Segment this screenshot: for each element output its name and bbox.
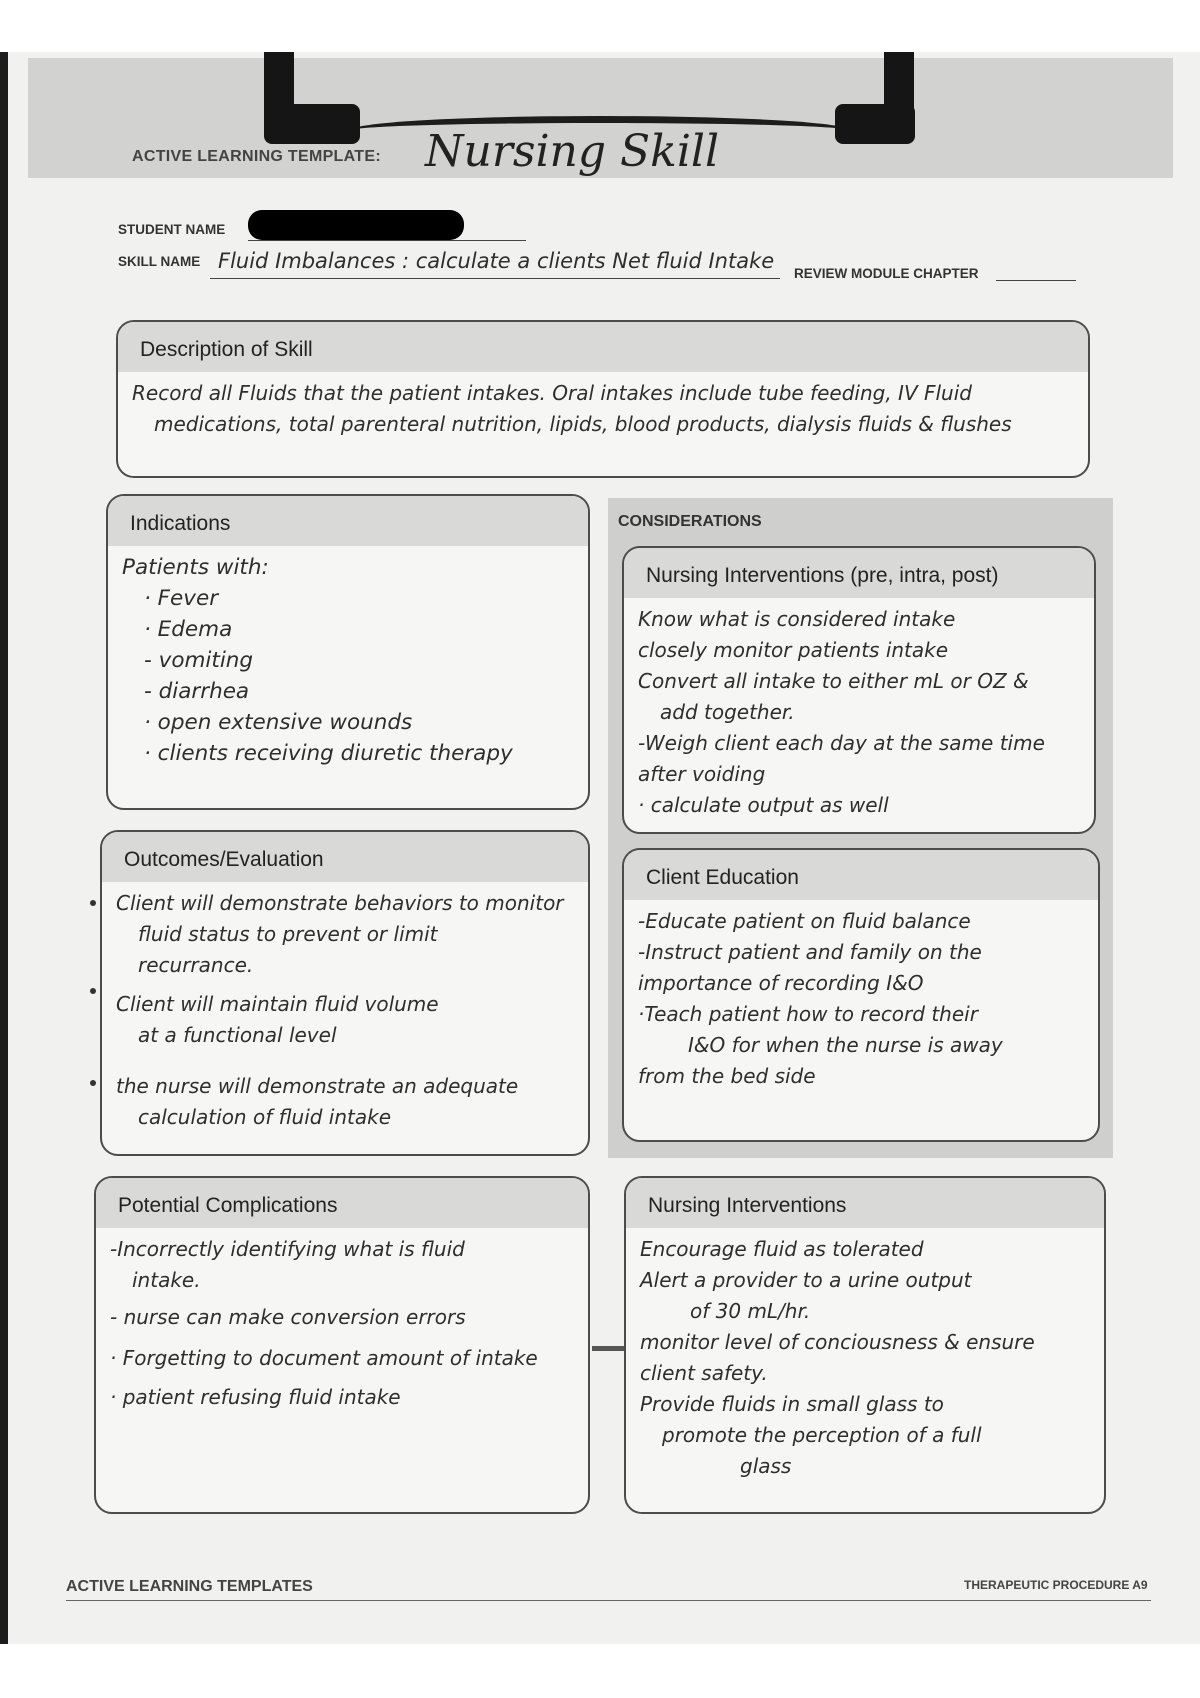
complications-box: [94, 1176, 590, 1514]
interventions-line: promote the perception of a full: [662, 1423, 982, 1447]
indications-box: [106, 494, 590, 810]
photo-background-top: [0, 0, 1200, 52]
interventions-line: glass: [740, 1454, 792, 1478]
complications-line: intake.: [132, 1268, 201, 1292]
description-heading: Description of Skill: [118, 322, 1088, 372]
indications-line: - vomiting: [144, 648, 254, 673]
pre-interventions-line: Know what is considered intake: [638, 607, 956, 631]
indications-line: · clients receiving diuretic therapy: [144, 741, 513, 766]
nursing-interventions-box: [624, 1176, 1106, 1514]
pre-interventions-line: closely monitor patients intake: [638, 638, 949, 662]
description-box: [116, 320, 1090, 478]
complications-line: -Incorrectly identifying what is fluid: [110, 1237, 465, 1261]
nursing-interventions-pre-heading: Nursing Interventions (pre, intra, post): [624, 548, 1094, 598]
bullet-marker: [90, 988, 96, 994]
complications-heading: Potential Complications: [96, 1178, 588, 1228]
considerations-label: CONSIDERATIONS: [618, 513, 762, 530]
interventions-line: Alert a provider to a urine output: [640, 1268, 972, 1292]
box-connector: [592, 1346, 625, 1351]
outcomes-line: Client will maintain fluid volume: [116, 992, 439, 1016]
nursing-interventions-pre-box: [622, 546, 1096, 834]
pre-interventions-line: after voiding: [638, 762, 766, 786]
pre-interventions-line: Convert all intake to either mL or OZ &: [638, 669, 1029, 693]
outcomes-line: fluid status to prevent or limit: [138, 922, 438, 946]
pre-interventions-line: · calculate output as well: [638, 793, 889, 817]
indications-line: · open extensive wounds: [144, 710, 413, 735]
bullet-marker: [90, 1080, 96, 1086]
clipboard-foot-left: [264, 104, 360, 144]
complications-line: - nurse can make conversion errors: [110, 1305, 466, 1329]
interventions-line: monitor level of conciousness & ensure: [640, 1330, 1035, 1354]
interventions-line: Provide fluids in small glass to: [640, 1392, 944, 1416]
interventions-line: Encourage fluid as tolerated: [640, 1237, 924, 1261]
nursing-interventions-heading: Nursing Interventions: [626, 1178, 1104, 1228]
outcomes-line: Client will demonstrate behaviors to monitor: [116, 891, 564, 915]
description-line: medications, total parenteral nutrition, lipids, blood products, dialysis fluids & flushes: [154, 412, 1012, 436]
client-education-line: ·Teach patient how to record their: [638, 1002, 978, 1026]
template-title: Nursing Skill: [425, 126, 720, 177]
student-name-label: STUDENT NAME: [118, 222, 226, 237]
clipboard-foot-right: [835, 104, 915, 144]
review-module-line: [996, 280, 1076, 281]
complications-line: · Forgetting to document amount of intake: [110, 1346, 538, 1370]
indications-line: - diarrhea: [144, 679, 250, 704]
client-education-line: importance of recording I&O: [638, 971, 924, 995]
outcomes-line: calculation of fluid intake: [138, 1105, 392, 1129]
template-label: ACTIVE LEARNING TEMPLATE:: [132, 148, 381, 165]
client-education-line: -Educate patient on fluid balance: [638, 909, 971, 933]
client-education-heading: Client Education: [624, 850, 1098, 900]
review-module-label: REVIEW MODULE CHAPTER: [794, 266, 979, 281]
footer-page-label: THERAPEUTIC PROCEDURE A9: [964, 1578, 1148, 1592]
skill-name-line: [210, 278, 780, 279]
skill-name-value: Fluid Imbalances : calculate a clients Net fluid Intake: [218, 249, 775, 273]
complications-line: · patient refusing fluid intake: [110, 1385, 401, 1409]
skill-name-label: SKILL NAME: [118, 254, 201, 269]
client-education-line: I&O for when the nurse is away: [688, 1033, 1003, 1057]
indications-line: · Fever: [144, 586, 219, 611]
description-line: Record all Fluids that the patient intakes. Oral intakes include tube feeding, IV Fluid: [132, 381, 972, 405]
indications-line: Patients with:: [122, 555, 269, 580]
outcomes-line: recurrance.: [138, 953, 254, 977]
pre-interventions-line: -Weigh client each day at the same time: [638, 731, 1045, 755]
student-name-line: [248, 240, 526, 241]
clipboard-wire: [350, 116, 850, 145]
client-education-line: from the bed side: [638, 1064, 816, 1088]
interventions-line: client safety.: [640, 1361, 768, 1385]
indications-line: · Edema: [144, 617, 233, 642]
client-education-line: -Instruct patient and family on the: [638, 940, 982, 964]
photo-edge: [0, 52, 8, 1644]
outcomes-box: [100, 830, 590, 1156]
outcomes-line: the nurse will demonstrate an adequate: [116, 1074, 519, 1098]
pre-interventions-line: add together.: [660, 700, 795, 724]
photo-background-bottom: [0, 1644, 1200, 1698]
footer-rule: [66, 1600, 1151, 1601]
client-education-box: [622, 848, 1100, 1142]
redacted-student-name: [248, 210, 464, 240]
indications-heading: Indications: [108, 496, 588, 546]
interventions-line: of 30 mL/hr.: [690, 1299, 811, 1323]
bullet-marker: [90, 900, 96, 906]
outcomes-heading: Outcomes/Evaluation: [102, 832, 588, 882]
outcomes-line: at a functional level: [138, 1023, 337, 1047]
footer-title: ACTIVE LEARNING TEMPLATES: [66, 1578, 313, 1595]
